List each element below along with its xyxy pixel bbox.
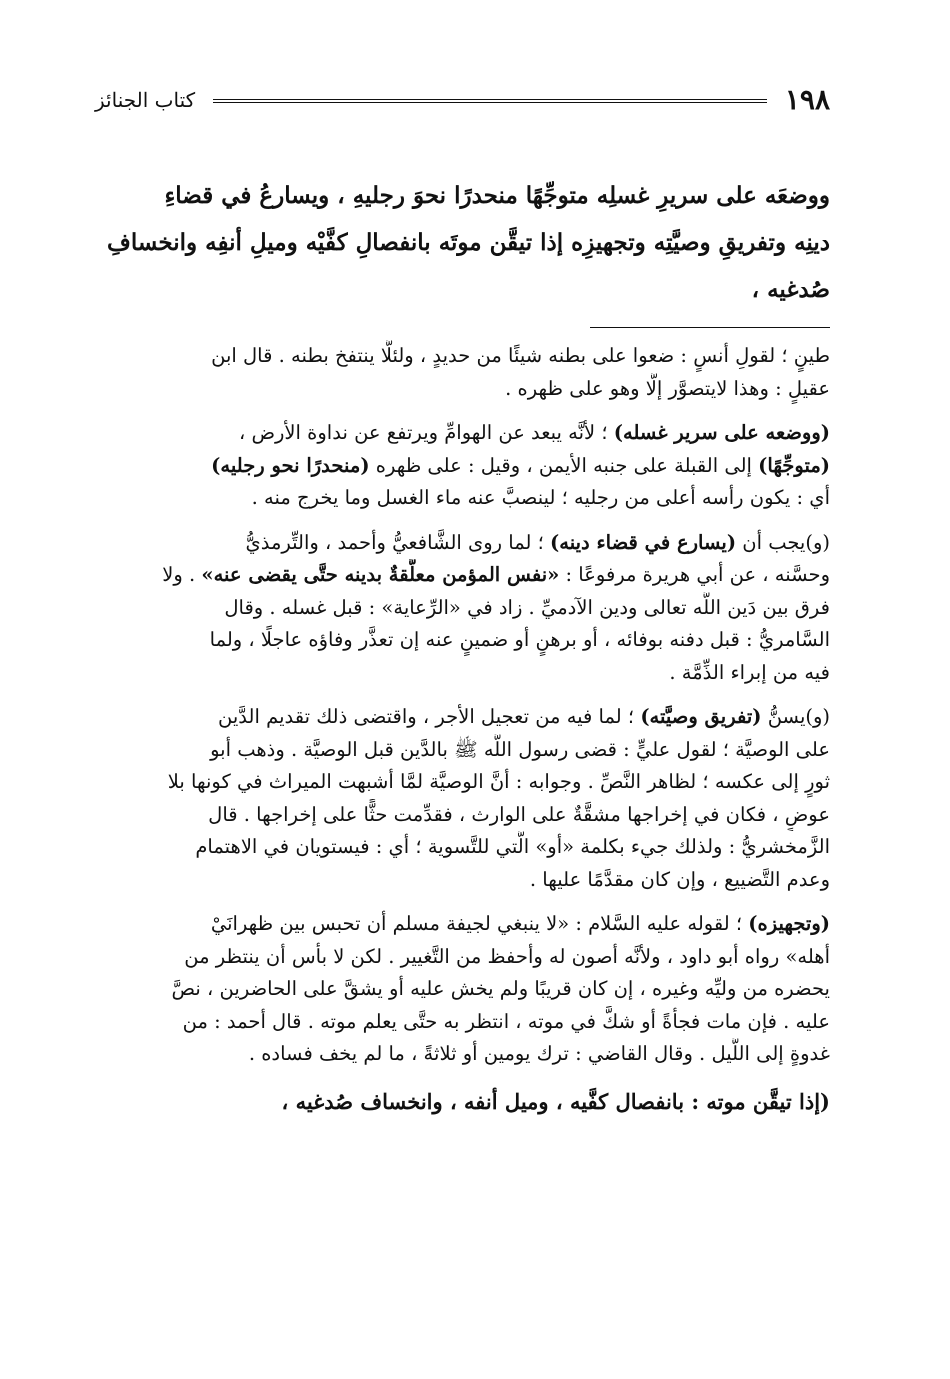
- commentary-text: ؛ لأنَّه يبعد عن الهوامِّ ويرتفع عن نداوة الأرض ،: [238, 421, 614, 444]
- commentary-line: يحضره من وليِّه وغيره ، إن كان قريبًا ولم يخش عليه أو يشقَّ على الحاضرين ، نصَّ: [171, 977, 830, 1000]
- page-number: ١٩٨: [784, 83, 830, 116]
- main-text-line: ووضعَه على سريرِ غسلِه متوجِّهًا منحدرًا نحوَ رجليهِ ، ويسارعُ في قضاءِ: [164, 182, 830, 209]
- quoted-matn: (ووضعه على سرير غسله): [613, 421, 830, 444]
- commentary-line: [95, 908, 830, 941]
- commentary-line: فيه من إبراء الذِّمَّة .: [669, 660, 830, 684]
- commentary-text: ؛ لما روى الشَّافعيُّ وأحمد ، والتِّرمذيُّ: [245, 530, 551, 554]
- commentary-line: طينٍ ؛ لقولِ أنسٍ : ضعوا على بطنه شيئًا من حديدٍ ، ولئلَّا ينتفخ بطنه . قال ابن: [211, 344, 830, 367]
- commentary-text: وحسَّنه ، عن أبي هريرة مرفوعًا :: [559, 563, 830, 586]
- commentary-line: أي : يكون رأسه أعلى من رجليه ؛ لينصبَّ عنه ماء الغسل وما يخرج منه .: [251, 486, 830, 509]
- commentary-line: عقيلٍ : وهذا لايتصوَّر إلَّا وهو على ظهره .: [505, 376, 830, 400]
- header-rule: [213, 99, 767, 103]
- main-text: [95, 172, 830, 313]
- book-title: كتاب الجنائز: [95, 88, 196, 112]
- commentary-paragraph-5: [95, 908, 830, 1071]
- commentary-paragraph-3: [95, 527, 830, 690]
- commentary-text: . ولا: [162, 563, 202, 586]
- commentary-line: فرق بين دَين اللَّه تعالى ودين الآدميِّ . زاد في «الرِّعاية» : قبل غسله . وقال: [224, 595, 830, 619]
- commentary-line: أهله» رواه أبو داود ، ولأنَّه أصون له وأحفظ من التَّغيير . لكن لا بأس أن ينتظر من: [184, 944, 830, 968]
- commentary-text: ؛ لما فيه من تعجيل الأجر ، واقتضى ذلك تقديم الدَّين: [218, 705, 641, 728]
- commentary-line: [95, 450, 830, 483]
- main-text-line: دينِه وتفريقِ وصيَّتِه وتجهيزِه إذا تيقَّن موتَه بانفصالِ كفَّيْه وميلِ أنفِه وانخسافِ: [107, 229, 830, 256]
- commentary-line: غدوةٍ إلى اللَّيل . وقال القاضي : ترك يومين أو ثلاثةً ، ما لم يخف فساده .: [248, 1042, 830, 1065]
- commentary-text: (و)يسنُّ: [761, 705, 830, 728]
- commentary-line: وعدم التَّضييع ، وإن كان مقدَّمًا عليها .: [529, 867, 830, 891]
- quoted-matn: (وتجهيزه): [748, 912, 830, 935]
- commentary-line: [95, 417, 830, 450]
- quoted-matn: (يسارع في قضاء دينه): [550, 530, 737, 554]
- commentary-line: السَّامريُّ : قبل دفنه بوفائه ، أو برهنٍ أو ضمينٍ عنه إن تعذَّر وفاؤه عاجلًا ، ولما: [209, 628, 830, 651]
- commentary-text: (و)يجب أن: [736, 530, 830, 554]
- commentary-line: عوضٍ ، فكان في إخراجها مشقَّةٌ على الوارث ، فقدِّمت حثًّا على إخراجها . قال: [208, 802, 830, 826]
- book-page: [95, 80, 830, 1360]
- commentary-paragraph-1: [95, 340, 830, 405]
- commentary-text: إلى القبلة على جنبه الأيمن ، وقيل : على ظهره: [369, 453, 759, 477]
- separator-rule: [590, 327, 830, 328]
- commentary-line: الزَّمخشريُّ : ولذلك جيء بكلمة «أو» الَّتي للتَّسوية ؛ أي : فيستويان في الاهتمام: [195, 835, 830, 858]
- commentary-line: على الوصيَّة ؛ لقول عليٍّ : قضى رسول اللَّه ﷺ بالدَّين قبل الوصيَّة . وذهب أبو: [210, 737, 830, 761]
- commentary-line: [95, 701, 830, 734]
- commentary-line: [95, 559, 830, 592]
- page-header: [95, 80, 830, 120]
- quoted-matn-final: (إذا تيقَّن موته : بانفصال كفَّيه ، وميل أنفه ، وانخساف صُدغيه ،: [281, 1088, 830, 1114]
- commentary-paragraph-4: [95, 701, 830, 896]
- commentary: [95, 340, 830, 1119]
- main-text-line: صُدغيه ،: [751, 276, 830, 303]
- hadith-quote: «نفس المؤمن معلَّقةٌ بدينه حتَّى يقضى عنه»: [201, 563, 560, 586]
- commentary-line: عليه . فإن مات فجأةً أو شكَّ في موته ، انتظر به حتَّى يعلم موته . قال أحمد : من: [182, 1009, 830, 1033]
- commentary-text: ؛ لقوله عليه السَّلام : «لا ينبغي لجيفة مسلم أن تحبس بين ظهرانَيْ: [210, 912, 749, 935]
- quoted-matn: (متوجِّهًا): [758, 453, 830, 477]
- commentary-line: ثورٍ إلى عكسه ؛ لظاهر النَّصِّ . وجوابه : أنَّ الوصيَّة لمَّا أشبهت الميراث في كونها بلا: [167, 770, 830, 793]
- commentary-paragraph-2: [95, 417, 830, 515]
- commentary-line: [95, 527, 830, 560]
- quoted-matn: (منحدرًا نحو رجليه): [211, 453, 370, 477]
- quoted-matn: (تفريق وصيَّته): [640, 705, 762, 728]
